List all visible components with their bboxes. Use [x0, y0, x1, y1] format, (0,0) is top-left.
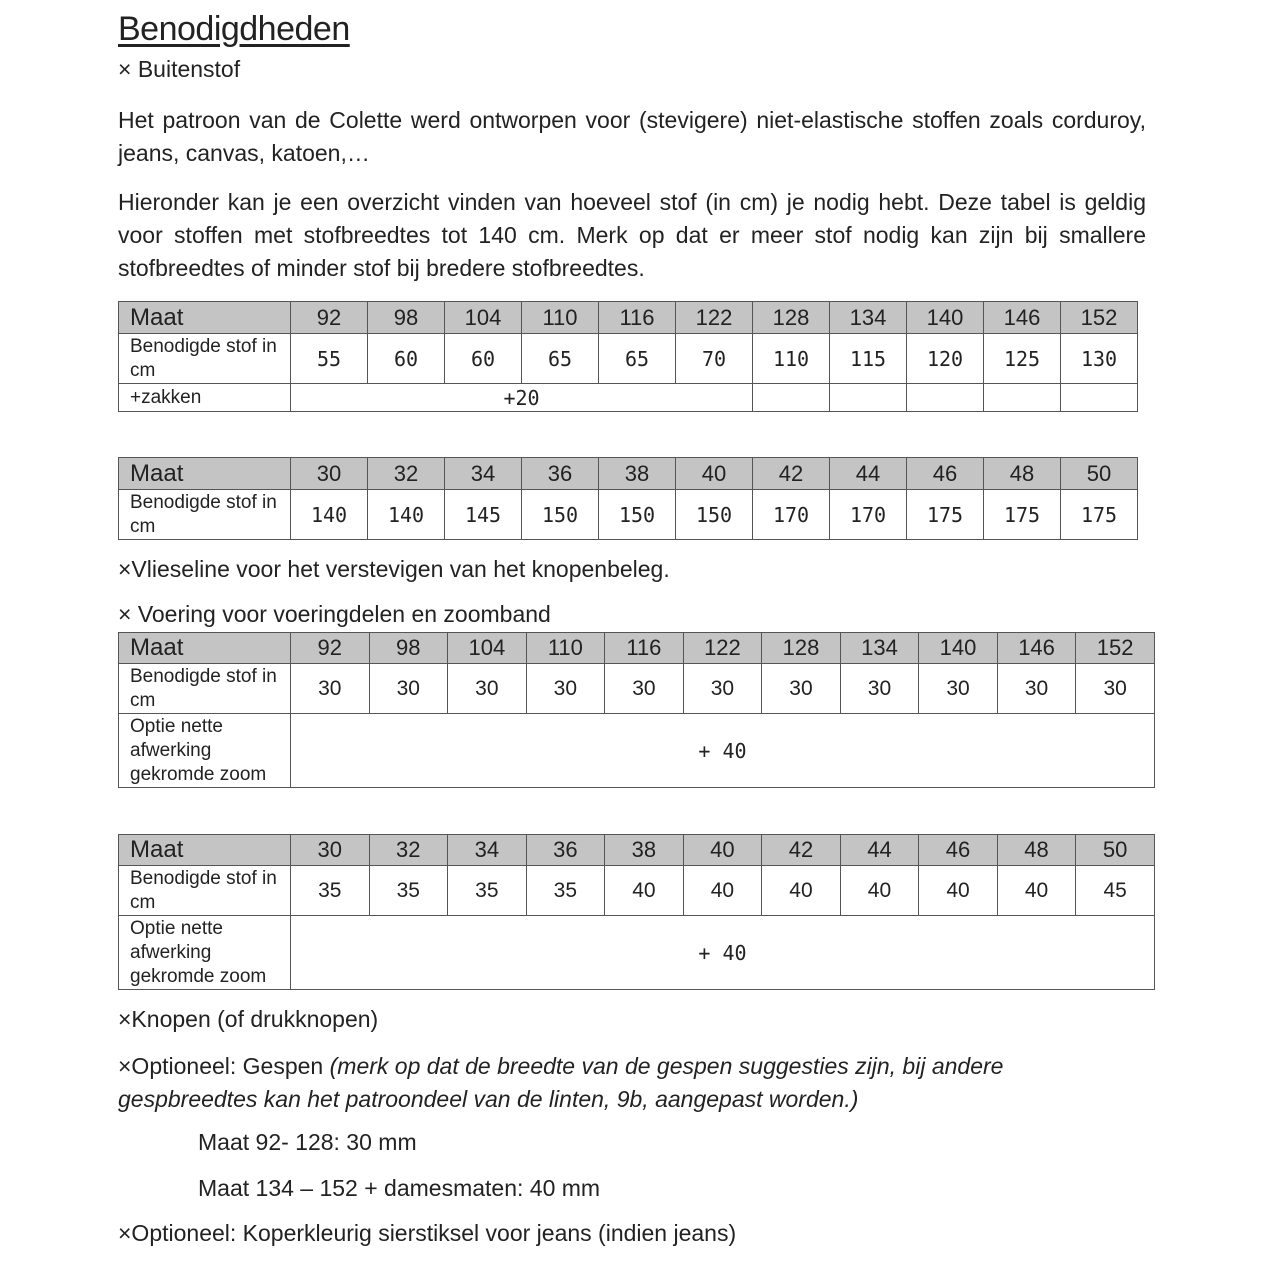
size-cell: 92: [291, 633, 370, 664]
gesp-size-small: Maat 92- 128: 30 mm: [198, 1129, 417, 1155]
size-cell: 110: [522, 302, 599, 334]
size-cell: 40: [683, 835, 762, 866]
fabric-value-cell: 30: [840, 664, 919, 714]
size-cell: 48: [984, 458, 1061, 490]
size-cell: 46: [907, 458, 984, 490]
empty-cell: [753, 384, 830, 412]
size-row: [119, 458, 1138, 490]
size-cell: 44: [830, 458, 907, 490]
size-label: Maat: [119, 633, 291, 664]
size-cell: 152: [1061, 302, 1138, 334]
fabric-value-cell: 30: [291, 664, 370, 714]
size-cell: 140: [919, 633, 998, 664]
size-cell: 48: [997, 835, 1076, 866]
lining-table-kids: [118, 632, 1155, 788]
fabric-value-cell: 35: [526, 866, 605, 916]
fabric-value-cell: 40: [997, 866, 1076, 916]
bullet-sierstiksel: ×Optioneel: Koperkleurig sierstiksel voor jeans (indien jeans): [118, 1220, 737, 1246]
size-cell: 50: [1076, 835, 1155, 866]
fabric-value-cell: 40: [762, 866, 841, 916]
size-cell: 36: [526, 835, 605, 866]
fabric-value-cell: 35: [291, 866, 370, 916]
fabric-value-cell: 30: [997, 664, 1076, 714]
fabric-value-cell: 150: [522, 490, 599, 540]
empty-cell: [830, 384, 907, 412]
fabric-value-cell: 30: [919, 664, 998, 714]
pockets-row: [119, 384, 1138, 412]
bullet-vlieseline: ×Vlieseline voor het verstevigen van het knopenbeleg.: [118, 556, 670, 582]
size-cell: 40: [676, 458, 753, 490]
fabric-label: Benodigde stof in cm: [119, 490, 291, 540]
size-label: Maat: [119, 302, 291, 334]
size-cell: 140: [907, 302, 984, 334]
size-cell: 146: [984, 302, 1061, 334]
empty-cell: [907, 384, 984, 412]
size-row: [119, 835, 1155, 866]
size-cell: 32: [369, 835, 448, 866]
size-cell: 42: [762, 835, 841, 866]
size-cell: 104: [448, 633, 527, 664]
size-label: Maat: [119, 458, 291, 490]
gespen-lead: ×Optioneel: Gespen: [118, 1053, 330, 1079]
size-cell: 42: [753, 458, 830, 490]
fabric-value-cell: 175: [984, 490, 1061, 540]
size-cell: 116: [605, 633, 684, 664]
fabric-row: [119, 334, 1138, 384]
option-value: + 40: [291, 916, 1155, 990]
size-cell: 32: [368, 458, 445, 490]
pockets-label: +zakken: [119, 384, 291, 412]
size-cell: 34: [445, 458, 522, 490]
option-row: [119, 916, 1155, 990]
fabric-value-cell: 130: [1061, 334, 1138, 384]
fabric-row: [119, 866, 1155, 916]
option-label: Optie nette afwerking gekromde zoom: [119, 916, 291, 990]
bullet-voering: × Voering voor voeringdelen en zoomband: [118, 601, 551, 627]
option-row: [119, 714, 1155, 788]
fabric-label: Benodigde stof in cm: [119, 664, 291, 714]
fabric-value-cell: 35: [448, 866, 527, 916]
size-cell: 134: [830, 302, 907, 334]
fabric-value-cell: 120: [907, 334, 984, 384]
fabric-value-cell: 40: [840, 866, 919, 916]
fabric-value-cell: 150: [599, 490, 676, 540]
size-cell: 30: [291, 835, 370, 866]
fabric-value-cell: 140: [291, 490, 368, 540]
gespen-note: (merk op dat de breedte van de gespen suggesties zijn, bij andere gespbreedtes kan het patroondeel van de linten, 9b, aangepast worden.): [118, 1053, 1004, 1112]
size-cell: 36: [522, 458, 599, 490]
fabric-value-cell: 30: [605, 664, 684, 714]
fabric-value-cell: 30: [526, 664, 605, 714]
size-cell: 152: [1076, 633, 1155, 664]
size-cell: 134: [840, 633, 919, 664]
fabric-value-cell: 30: [369, 664, 448, 714]
fabric-value-cell: 30: [683, 664, 762, 714]
fabric-value-cell: 30: [1076, 664, 1155, 714]
intro-paragraph-1: Het patroon van de Colette werd ontworpen voor (stevigere) niet-elastische stoffen zoals corduroy, jeans, canvas, katoen,…: [118, 107, 1146, 166]
size-cell: 104: [445, 302, 522, 334]
size-cell: 98: [368, 302, 445, 334]
size-cell: 38: [599, 458, 676, 490]
size-cell: 110: [526, 633, 605, 664]
pockets-value: +20: [291, 384, 753, 412]
size-cell: 44: [840, 835, 919, 866]
option-label: Optie nette afwerking gekromde zoom: [119, 714, 291, 788]
size-cell: 50: [1061, 458, 1138, 490]
fabric-value-cell: 145: [445, 490, 522, 540]
fabric-value-cell: 125: [984, 334, 1061, 384]
size-cell: 146: [997, 633, 1076, 664]
bullet-gespen: [118, 1050, 1058, 1116]
lining-table-women: [118, 834, 1155, 990]
size-cell: 98: [369, 633, 448, 664]
fabric-value-cell: 65: [599, 334, 676, 384]
size-row: [119, 302, 1138, 334]
option-value: + 40: [291, 714, 1155, 788]
size-cell: 92: [291, 302, 368, 334]
size-cell: 38: [605, 835, 684, 866]
size-row: [119, 633, 1155, 664]
fabric-row: [119, 664, 1155, 714]
fabric-value-cell: 30: [762, 664, 841, 714]
fabric-label: Benodigde stof in cm: [119, 334, 291, 384]
size-cell: 30: [291, 458, 368, 490]
fabric-value-cell: 175: [907, 490, 984, 540]
fabric-value-cell: 170: [830, 490, 907, 540]
size-cell: 116: [599, 302, 676, 334]
fabric-value-cell: 40: [605, 866, 684, 916]
fabric-value-cell: 40: [683, 866, 762, 916]
bullet-knopen: ×Knopen (of drukknopen): [118, 1006, 379, 1032]
fabric-value-cell: 60: [445, 334, 522, 384]
fabric-value-cell: 35: [369, 866, 448, 916]
fabric-value-cell: 115: [830, 334, 907, 384]
fabric-value-cell: 150: [676, 490, 753, 540]
fabric-value-cell: 140: [368, 490, 445, 540]
fabric-value-cell: 65: [522, 334, 599, 384]
size-cell: 122: [683, 633, 762, 664]
gesp-size-large: Maat 134 – 152 + damesmaten: 40 mm: [198, 1175, 601, 1201]
size-cell: 128: [753, 302, 830, 334]
fabric-label: Benodigde stof in cm: [119, 866, 291, 916]
fabric-value-cell: 30: [448, 664, 527, 714]
size-cell: 34: [448, 835, 527, 866]
fabric-value-cell: 175: [1061, 490, 1138, 540]
intro-paragraph-2: Hieronder kan je een overzicht vinden van hoeveel stof (in cm) je nodig hebt. Deze tabel is geldig voor stoffen met stofbreedtes tot 140 cm. Merk op dat er meer stof nodig kan zijn bij smallere stofbreedtes of minder stof bij bredere stofbreedtes.: [118, 189, 1146, 281]
fabric-value-cell: 70: [676, 334, 753, 384]
size-cell: 46: [919, 835, 998, 866]
empty-cell: [984, 384, 1061, 412]
fabric-value-cell: 45: [1076, 866, 1155, 916]
size-cell: 122: [676, 302, 753, 334]
size-cell: 128: [762, 633, 841, 664]
fabric-value-cell: 170: [753, 490, 830, 540]
page-title: Benodigdheden: [118, 10, 350, 48]
fabric-value-cell: 55: [291, 334, 368, 384]
fabric-table-kids: [118, 301, 1138, 412]
fabric-row: [119, 490, 1138, 540]
empty-cell: [1061, 384, 1138, 412]
fabric-value-cell: 110: [753, 334, 830, 384]
bullet-buitenstof: × Buitenstof: [118, 56, 241, 82]
fabric-value-cell: 40: [919, 866, 998, 916]
size-label: Maat: [119, 835, 291, 866]
fabric-table-women: [118, 457, 1138, 540]
fabric-value-cell: 60: [368, 334, 445, 384]
